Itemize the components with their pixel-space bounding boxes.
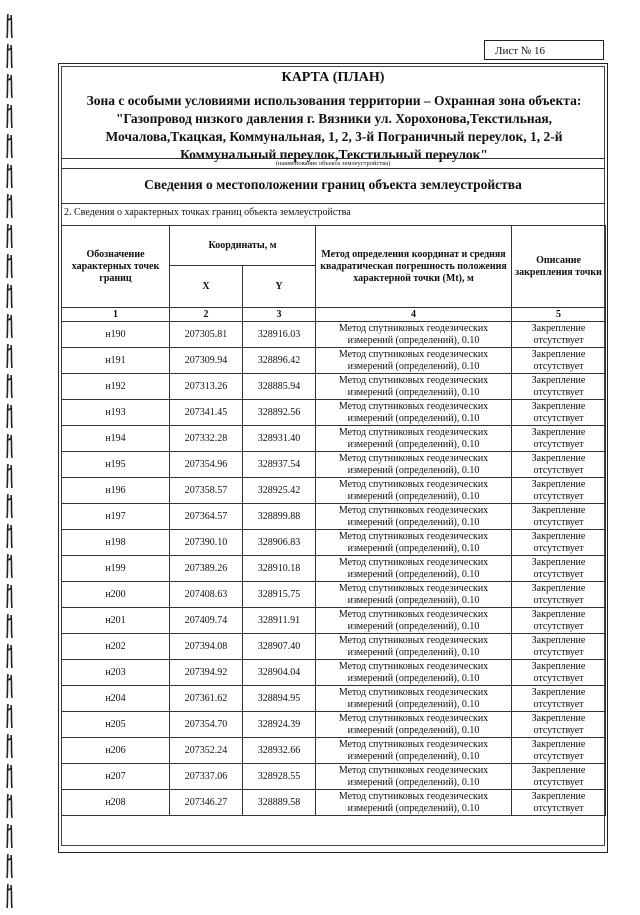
- binding-hole-mark: [6, 252, 13, 280]
- x-cell: 207332.28: [170, 426, 243, 452]
- method-line: измерений (определений), 0.10: [347, 568, 480, 580]
- fix-line: отсутствует: [533, 776, 584, 788]
- point-cell: н198: [62, 530, 170, 556]
- x-cell: 207352.24: [170, 738, 243, 764]
- fix-line: Закрепление: [531, 504, 586, 516]
- fix-line: Закрепление: [531, 478, 586, 490]
- table-row: [62, 686, 606, 712]
- x-cell: 207346.27: [170, 790, 243, 816]
- fix-cell: [512, 374, 606, 400]
- table-row: [62, 634, 606, 660]
- binding-hole-mark: [6, 372, 13, 400]
- table-body: [62, 322, 606, 816]
- y-cell: 328911.91: [243, 608, 316, 634]
- y-cell: 328906.83: [243, 530, 316, 556]
- y-cell: 328932.66: [243, 738, 316, 764]
- method-line: Метод спутниковых геодезических: [338, 374, 489, 386]
- zone-line: Коммунальный переулок,Текстильный переулок": [180, 147, 488, 162]
- binding-hole-mark: [6, 552, 13, 580]
- y-cell: 328907.40: [243, 634, 316, 660]
- binding-hole-mark: [6, 342, 13, 370]
- fix-cell: [512, 556, 606, 582]
- method-cell: [316, 556, 512, 582]
- zone-description: [70, 92, 598, 164]
- table-row: [62, 478, 606, 504]
- fix-line: отсутствует: [533, 360, 584, 372]
- binding-hole-mark: [6, 282, 13, 310]
- fix-line: отсутствует: [533, 802, 584, 814]
- zone-line: Мочалова,Ткацкая, Коммунальная, 1, 2, 3-й Пограничный переулок, 1, 2-й: [105, 129, 563, 144]
- fix-line: Закрепление: [531, 452, 586, 464]
- method-line: измерений (определений), 0.10: [347, 776, 480, 788]
- fix-cell: [512, 426, 606, 452]
- method-line: измерений (определений), 0.10: [347, 438, 480, 450]
- y-cell: 328892.56: [243, 400, 316, 426]
- fix-line: Закрепление: [531, 426, 586, 438]
- method-line: Метод спутниковых геодезических: [338, 660, 489, 672]
- fix-cell: [512, 530, 606, 556]
- table-row: [62, 790, 606, 816]
- point-cell: н208: [62, 790, 170, 816]
- fix-line: отсутствует: [533, 750, 584, 762]
- method-line: измерений (определений), 0.10: [347, 646, 480, 658]
- col-number: 3: [243, 308, 316, 322]
- fix-line: Закрепление: [531, 608, 586, 620]
- map-title: КАРТА (ПЛАН): [281, 70, 385, 85]
- fix-line: отсутствует: [533, 464, 584, 476]
- fix-line: Закрепление: [531, 764, 586, 776]
- zone-line: Зона с особыми условиями использования территории – Охранная зона объекта:: [86, 93, 582, 108]
- table-row: [62, 712, 606, 738]
- x-cell: 207364.57: [170, 504, 243, 530]
- binding-hole-mark: [6, 312, 13, 340]
- table-row: [62, 426, 606, 452]
- point-cell: н199: [62, 556, 170, 582]
- method-line: измерений (определений), 0.10: [347, 490, 480, 502]
- method-line: Метод спутниковых геодезических: [338, 634, 489, 646]
- y-cell: 328894.95: [243, 686, 316, 712]
- divider: [61, 168, 605, 169]
- fix-cell: [512, 660, 606, 686]
- table-row: [62, 608, 606, 634]
- col-number: 5: [512, 308, 606, 322]
- method-line: Метод спутниковых геодезических: [338, 478, 489, 490]
- method-line: Метод спутниковых геодезических: [338, 452, 489, 464]
- table-row: [62, 738, 606, 764]
- y-cell: 328924.39: [243, 712, 316, 738]
- method-cell: [316, 712, 512, 738]
- y-cell: 328885.94: [243, 374, 316, 400]
- x-cell: 207394.08: [170, 634, 243, 660]
- method-line: Метод спутниковых геодезических: [338, 686, 489, 698]
- binding-hole-mark: [6, 492, 13, 520]
- col-x-header: X: [170, 266, 243, 308]
- table-row: [62, 582, 606, 608]
- method-cell: [316, 738, 512, 764]
- x-cell: 207394.92: [170, 660, 243, 686]
- x-cell: 207309.94: [170, 348, 243, 374]
- point-cell: н201: [62, 608, 170, 634]
- method-line: измерений (определений), 0.10: [347, 594, 480, 606]
- binding-hole-mark: [6, 432, 13, 460]
- fix-line: Закрепление: [531, 790, 586, 802]
- point-cell: н192: [62, 374, 170, 400]
- col-number: 4: [316, 308, 512, 322]
- table-row: [62, 530, 606, 556]
- table-row: [62, 764, 606, 790]
- col-y-header: Y: [243, 266, 316, 308]
- method-cell: [316, 478, 512, 504]
- y-cell: 328937.54: [243, 452, 316, 478]
- y-cell: 328889.58: [243, 790, 316, 816]
- fix-cell: [512, 634, 606, 660]
- y-cell: 328931.40: [243, 426, 316, 452]
- method-line: Метод спутниковых геодезических: [338, 764, 489, 776]
- y-cell: 328899.88: [243, 504, 316, 530]
- fix-cell: [512, 504, 606, 530]
- x-cell: 207305.81: [170, 322, 243, 348]
- table-row: [62, 348, 606, 374]
- method-line: измерений (определений), 0.10: [347, 542, 480, 554]
- fix-cell: [512, 582, 606, 608]
- method-cell: [316, 322, 512, 348]
- x-cell: 207389.26: [170, 556, 243, 582]
- fix-line: Закрепление: [531, 374, 586, 386]
- binding-hole-mark: [6, 642, 13, 670]
- method-cell: [316, 426, 512, 452]
- divider: [61, 203, 605, 204]
- fix-cell: [512, 322, 606, 348]
- y-cell: 328910.18: [243, 556, 316, 582]
- method-line: Метод спутниковых геодезических: [338, 426, 489, 438]
- point-cell: н206: [62, 738, 170, 764]
- method-cell: [316, 582, 512, 608]
- binding-hole-mark: [6, 702, 13, 730]
- binding-hole-mark: [6, 792, 13, 820]
- fix-line: отсутствует: [533, 412, 584, 424]
- fix-line: Закрепление: [531, 660, 586, 672]
- col-point-header: Обозначение характерных точек границ: [62, 226, 170, 308]
- points-table: [61, 225, 606, 816]
- method-line: измерений (определений), 0.10: [347, 620, 480, 632]
- sheet-number: Лист № 16: [484, 40, 604, 60]
- fix-line: Закрепление: [531, 686, 586, 698]
- binding-hole-mark: [6, 12, 13, 40]
- y-cell: 328915.75: [243, 582, 316, 608]
- method-line: Метод спутниковых геодезических: [338, 400, 489, 412]
- fix-line: отсутствует: [533, 698, 584, 710]
- method-line: Метод спутниковых геодезических: [338, 322, 489, 334]
- point-cell: н197: [62, 504, 170, 530]
- method-cell: [316, 348, 512, 374]
- fix-cell: [512, 348, 606, 374]
- object-caption: (наименование объекта землеустройства): [61, 158, 605, 168]
- fix-line: отсутствует: [533, 672, 584, 684]
- binding-hole-mark: [6, 762, 13, 790]
- method-cell: [316, 634, 512, 660]
- col-fix-header: Описание закрепления точки: [512, 226, 606, 308]
- binding-hole-mark: [6, 882, 13, 910]
- binding-hole-mark: [6, 162, 13, 190]
- point-cell: н207: [62, 764, 170, 790]
- fix-cell: [512, 738, 606, 764]
- method-line: измерений (определений), 0.10: [347, 334, 480, 346]
- fix-line: отсутствует: [533, 646, 584, 658]
- point-cell: н205: [62, 712, 170, 738]
- fix-cell: [512, 452, 606, 478]
- method-cell: [316, 504, 512, 530]
- y-cell: 328925.42: [243, 478, 316, 504]
- fix-line: Закрепление: [531, 582, 586, 594]
- method-cell: [316, 400, 512, 426]
- fix-line: отсутствует: [533, 386, 584, 398]
- subsection-title: 2. Сведения о характерных точках границ объекта землеустройства: [64, 207, 351, 218]
- x-cell: 207337.06: [170, 764, 243, 790]
- binding-hole-mark: [6, 102, 13, 130]
- method-cell: [316, 530, 512, 556]
- fix-cell: [512, 712, 606, 738]
- method-cell: [316, 608, 512, 634]
- section-title: Сведения о местоположении границ объекта землеустройства: [144, 177, 522, 192]
- method-line: Метод спутниковых геодезических: [338, 556, 489, 568]
- fix-line: Закрепление: [531, 738, 586, 750]
- method-line: измерений (определений), 0.10: [347, 802, 480, 814]
- method-line: Метод спутниковых геодезических: [338, 582, 489, 594]
- binding-hole-mark: [6, 42, 13, 70]
- fix-line: отсутствует: [533, 516, 584, 528]
- table-row: [62, 400, 606, 426]
- fix-line: отсутствует: [533, 594, 584, 606]
- col-number: 2: [170, 308, 243, 322]
- fix-line: Закрепление: [531, 322, 586, 334]
- binding-hole-mark: [6, 732, 13, 760]
- table-row: [62, 374, 606, 400]
- method-cell: [316, 660, 512, 686]
- table-row: [62, 322, 606, 348]
- method-line: измерений (определений), 0.10: [347, 516, 480, 528]
- binding-hole-mark: [6, 522, 13, 550]
- fix-line: отсутствует: [533, 724, 584, 736]
- x-cell: 207354.70: [170, 712, 243, 738]
- zone-line: "Газопровод низкого давления г. Вязники ул. Хорохонова,Текстильная,: [115, 111, 553, 126]
- binding-hole-mark: [6, 462, 13, 490]
- method-line: Метод спутниковых геодезических: [338, 790, 489, 802]
- point-cell: н196: [62, 478, 170, 504]
- method-line: Метод спутниковых геодезических: [338, 608, 489, 620]
- fix-line: отсутствует: [533, 620, 584, 632]
- fix-line: Закрепление: [531, 348, 586, 360]
- binding-hole-mark: [6, 132, 13, 160]
- point-cell: н195: [62, 452, 170, 478]
- fix-cell: [512, 686, 606, 712]
- table-row: [62, 452, 606, 478]
- binding-hole-mark: [6, 672, 13, 700]
- col-coords-header: Координаты, м: [170, 226, 316, 266]
- method-line: измерений (определений), 0.10: [347, 672, 480, 684]
- method-line: измерений (определений), 0.10: [347, 464, 480, 476]
- fix-line: отсутствует: [533, 542, 584, 554]
- method-line: измерений (определений), 0.10: [347, 412, 480, 424]
- point-cell: н193: [62, 400, 170, 426]
- binding-hole-mark: [6, 822, 13, 850]
- fix-line: Закрепление: [531, 712, 586, 724]
- x-cell: 207409.74: [170, 608, 243, 634]
- y-cell: 328928.55: [243, 764, 316, 790]
- method-line: измерений (определений), 0.10: [347, 386, 480, 398]
- method-cell: [316, 790, 512, 816]
- y-cell: 328896.42: [243, 348, 316, 374]
- table-row: [62, 504, 606, 530]
- x-cell: 207390.10: [170, 530, 243, 556]
- binding-hole-mark: [6, 852, 13, 880]
- x-cell: 207408.63: [170, 582, 243, 608]
- method-line: Метод спутниковых геодезических: [338, 530, 489, 542]
- fix-line: отсутствует: [533, 490, 584, 502]
- point-cell: н200: [62, 582, 170, 608]
- point-cell: н191: [62, 348, 170, 374]
- binding-hole-mark: [6, 222, 13, 250]
- fix-cell: [512, 400, 606, 426]
- col-number: 1: [62, 308, 170, 322]
- method-cell: [316, 764, 512, 790]
- binding-hole-mark: [6, 192, 13, 220]
- fix-line: Закрепление: [531, 400, 586, 412]
- method-line: измерений (определений), 0.10: [347, 724, 480, 736]
- method-line: Метод спутниковых геодезических: [338, 504, 489, 516]
- table-row: [62, 660, 606, 686]
- binding-hole-mark: [6, 612, 13, 640]
- fix-line: Закрепление: [531, 634, 586, 646]
- fix-cell: [512, 608, 606, 634]
- point-cell: н203: [62, 660, 170, 686]
- fix-line: отсутствует: [533, 438, 584, 450]
- method-cell: [316, 686, 512, 712]
- method-line: Метод спутниковых геодезических: [338, 712, 489, 724]
- x-cell: 207341.45: [170, 400, 243, 426]
- fix-line: отсутствует: [533, 568, 584, 580]
- point-cell: н202: [62, 634, 170, 660]
- fix-cell: [512, 478, 606, 504]
- binding-hole-mark: [6, 582, 13, 610]
- method-line: измерений (определений), 0.10: [347, 698, 480, 710]
- x-cell: 207354.96: [170, 452, 243, 478]
- method-line: Метод спутниковых геодезических: [338, 348, 489, 360]
- point-cell: н190: [62, 322, 170, 348]
- table-row: [62, 556, 606, 582]
- fix-line: Закрепление: [531, 530, 586, 542]
- method-line: Метод спутниковых геодезических: [338, 738, 489, 750]
- y-cell: 328904.04: [243, 660, 316, 686]
- method-cell: [316, 452, 512, 478]
- x-cell: 207358.57: [170, 478, 243, 504]
- binding-hole-mark: [6, 72, 13, 100]
- x-cell: 207361.62: [170, 686, 243, 712]
- method-cell: [316, 374, 512, 400]
- binding-hole-mark: [6, 402, 13, 430]
- method-line: измерений (определений), 0.10: [347, 360, 480, 372]
- point-cell: н194: [62, 426, 170, 452]
- method-line: измерений (определений), 0.10: [347, 750, 480, 762]
- binding-marks: [6, 0, 20, 905]
- fix-cell: [512, 790, 606, 816]
- fix-line: Закрепление: [531, 556, 586, 568]
- x-cell: 207313.26: [170, 374, 243, 400]
- point-cell: н204: [62, 686, 170, 712]
- col-method-header: Метод определения координат и средняя квадратическая погрешность положения характерной точки (Mt), м: [316, 226, 512, 308]
- y-cell: 328916.03: [243, 322, 316, 348]
- fix-line: отсутствует: [533, 334, 584, 346]
- fix-cell: [512, 764, 606, 790]
